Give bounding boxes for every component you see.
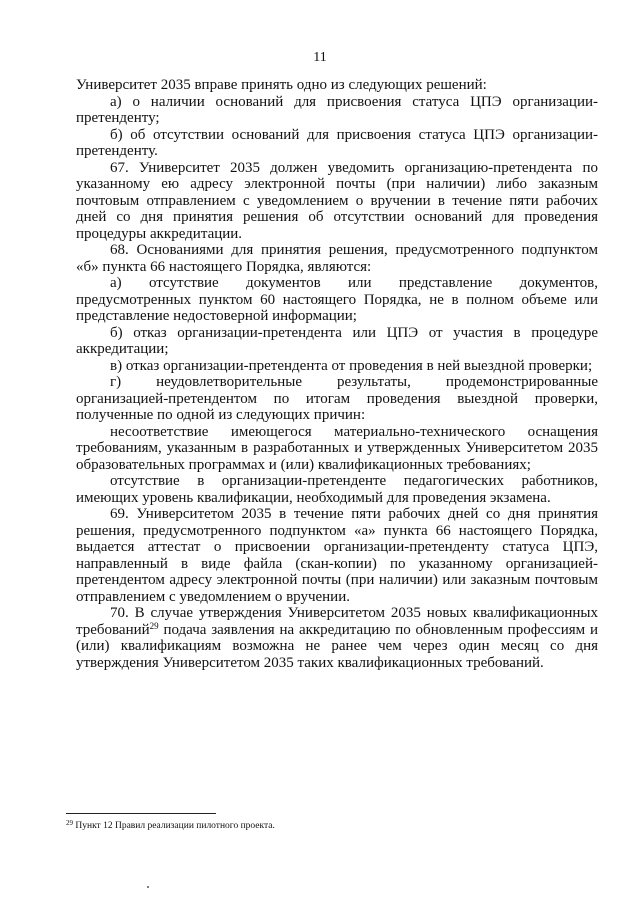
paragraph-reason-equipment: несоответствие имеющегося материально-технического оснащения требованиям, указанным в разработанных и утвержденных Университетом 2035 образовательных программах и (или) квалификационных требованиях; <box>76 423 598 473</box>
page-number: 11 <box>313 50 327 65</box>
paragraph-69: 69. Университетом 2035 в течение пяти рабочих дней со дня принятия решения, предусмотренного подпунктом «а» пункта 66 настоящего Порядка, выдается аттестат о присвоении организации-претенденту статуса ЦПЭ, направленный в виде файла (скан-копии) по указанному организацией-претендентом адресу электронной почты (при наличии) или заказным почтовым отправлением с уведомлением о вручении. <box>76 506 598 605</box>
paragraph-intro: Университет 2035 вправе принять одно из следующих решений: <box>76 77 487 93</box>
footnote-reference: 29 <box>149 620 159 631</box>
footnote-text: Пункт 12 Правил реализации пилотного проекта. <box>73 821 275 831</box>
paragraph-68-v: в) отказ организации-претендента от проведения в ней выездной проверки; <box>110 357 593 374</box>
paragraph-68-a: а) отсутствие документов или представление документов, предусмотренных пунктом 60 настоящего Порядка, не в полном объеме или представление недостоверной информации; <box>76 275 598 324</box>
paragraph-68-b: б) отказ организации-претендента или ЦПЭ от участия в процедуре аккредитации; <box>76 324 598 357</box>
paragraph-70 <box>76 605 598 671</box>
paragraph-70-text-end: подача заявления на аккредитацию по обновленным профессиям и (или) квалификациям возможна не ранее чем через один месяц со дня утверждения Университетом 2035 таких квалификационных требований. <box>76 621 598 671</box>
document-body <box>76 77 598 671</box>
paragraph-68: 68. Основаниями для принятия решения, предусмотренного подпунктом «б» пункта 66 настоящего Порядка, являются: <box>76 242 598 275</box>
paragraph-68-g: г) неудовлетворительные результаты, продемонстрированные организацией-претендентом по итогам проведения выездной проверки, полученные по одной из следующих причин: <box>76 374 598 423</box>
footnote-divider <box>66 813 216 814</box>
scan-speck <box>147 886 149 888</box>
footnote <box>66 820 596 832</box>
footnote-number: 29 <box>66 819 73 827</box>
paragraph-70-text-start: 70. В случае утверждения Университетом 2035 новых квалификационных требований <box>76 605 598 638</box>
paragraph-reason-staff: отсутствие в организации-претенденте педагогических работников, имеющих уровень квалификации, необходимый для проведения экзамена. <box>76 473 598 506</box>
paragraph-decision-b: б) об отсутствии оснований для присвоения статуса ЦПЭ организации-претенденту. <box>76 126 598 159</box>
paragraph-67: 67. Университет 2035 должен уведомить организацию-претендента по указанному ею адресу электронной почты (при наличии) либо заказным почтовым отправлением с уведомлением о вручении в течение пяти рабочих дней со дня принятия решения об отсутствии оснований для проведения процедуры аккредитации. <box>76 159 598 242</box>
paragraph-decision-a: а) о наличии оснований для присвоения статуса ЦПЭ организации-претенденту; <box>76 93 598 126</box>
